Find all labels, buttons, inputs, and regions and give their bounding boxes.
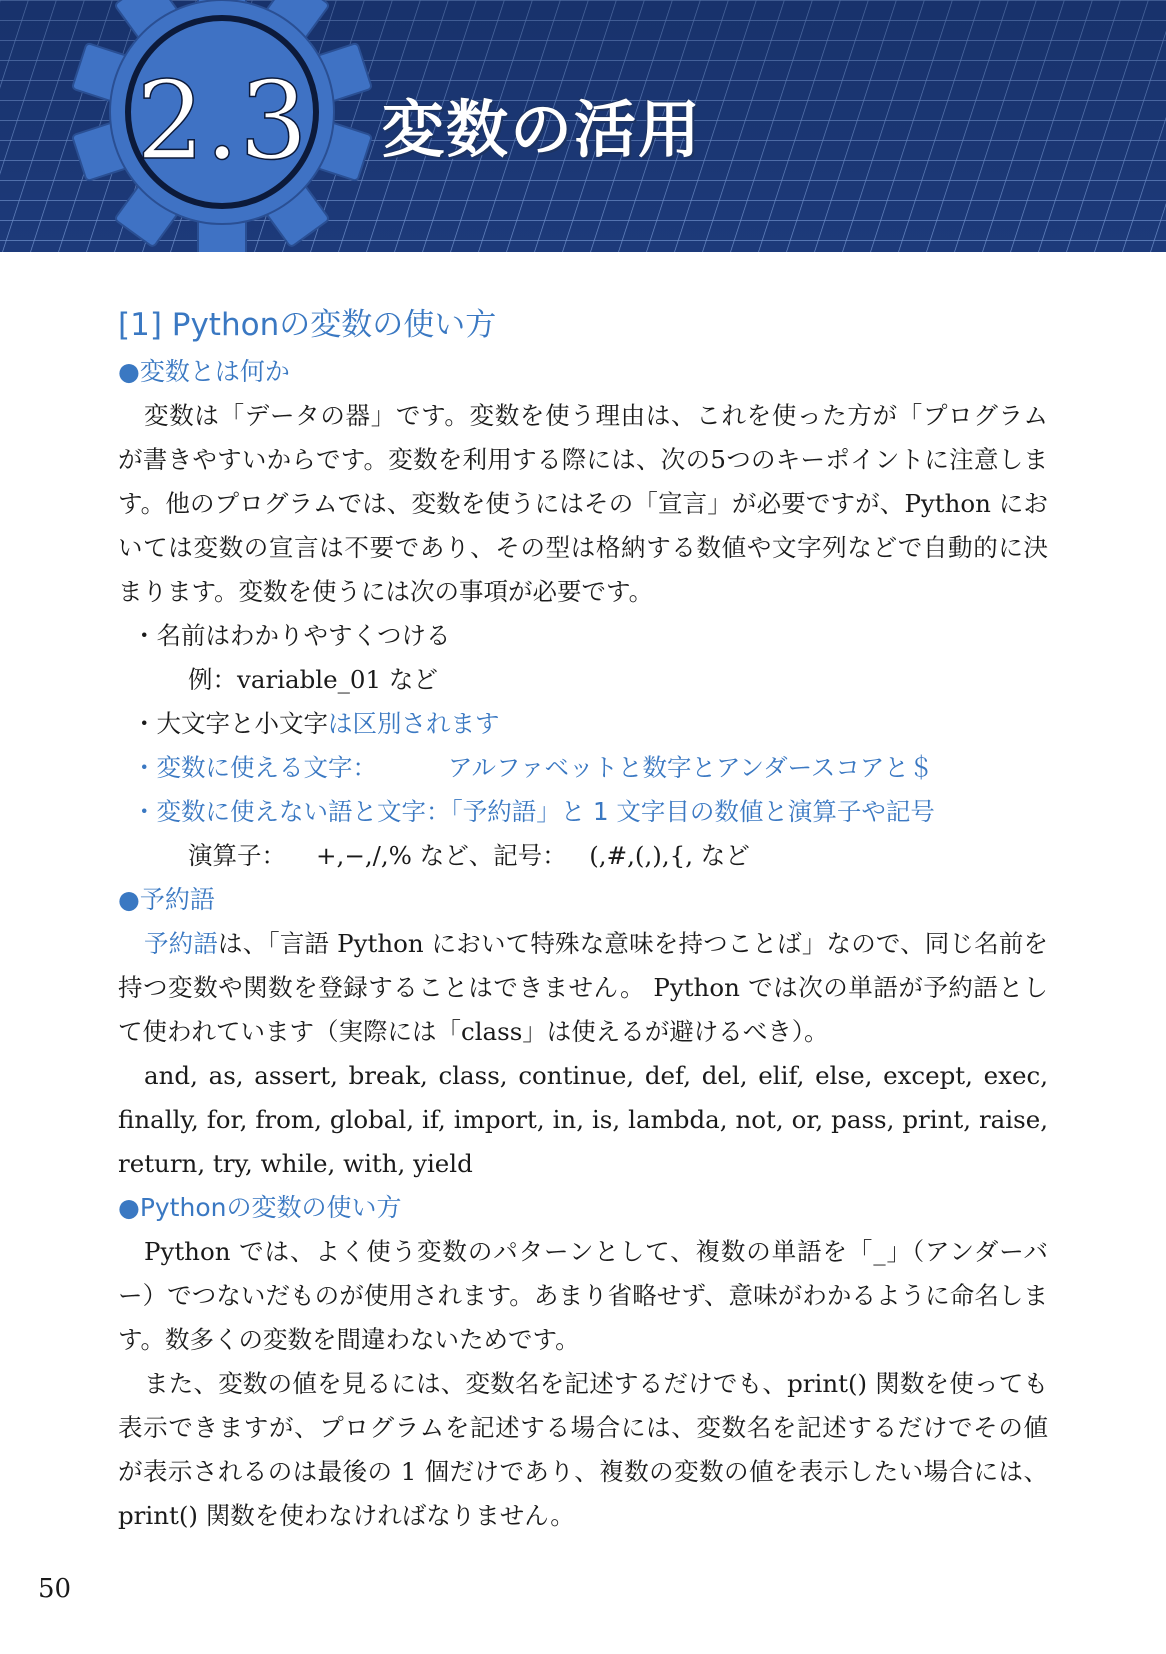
list-item-allowed-chars <box>118 746 1048 790</box>
symbols-value: (,#,(,),{, など <box>589 841 750 870</box>
page-number: 50 <box>38 1574 72 1604</box>
subheading-python-variables: ●Pythonの変数の使い方 <box>118 1193 402 1222</box>
paragraph-print-function: また、変数の値を見るには、変数名を記述するだけでも、print() 関数を使っても表示できますが、プログラムを記述する場合には、変数名を記述するだけでその値が表示されるのは最後の 1 個だけであり、複数の変数の値を表示したい場合には、print() 関数を使わなければなりません。 <box>118 1369 1048 1530</box>
list-item-naming: ・名前はわかりやすくつける <box>132 621 451 650</box>
reserved-word-term: 予約語 <box>144 929 219 958</box>
symbols-label: 記号： <box>493 841 567 870</box>
chapter-title: 変数の活用 <box>382 93 703 166</box>
case-prefix: ・大文字と小文字 <box>132 709 328 738</box>
subheading-what-is-variable: ●変数とは何か <box>118 357 290 386</box>
list-item-operators <box>118 834 1048 878</box>
section-heading: [1] Pythonの変数の使い方 <box>118 307 497 343</box>
paragraph-naming-pattern: Python では、よく使う変数のパターンとして、複数の単語を「_」（アンダーバー）でつないだものが使用されます。あまり省略せず、意味がわかるように命名します。数多くの変数を間違わないためです。 <box>118 1237 1048 1354</box>
page-content <box>118 300 1048 1538</box>
forbidden-value: 「予約語」と 1 文字目の数値と演算子や記号 <box>450 797 935 826</box>
list-item-forbidden <box>118 790 1048 834</box>
paragraph-variable-intro: 変数は「データの器」です。変数を使う理由は、これを使った方が「プログラムが書きやすいからです。変数を利用する際には、次の5つのキーポイントに注意します。他のプログラムでは、変数を使うにはその「宣言」が必要ですが、Python においては変数の宣言は不要であり、その型は格納する数値や文字列などで自動的に決まります。変数を使うには次の事項が必要です。 <box>118 401 1048 606</box>
reserved-word-description: は、「言語 Python において特殊な意味を持つことば」なので、同じ名前を持つ変数や関数を登録することはできません。 Python では次の単語が予約語として使われています（実際には「class」は使えるが避けるべき）。 <box>118 929 1049 1046</box>
allowed-chars-value: アルファベットと数字とアンダースコアと＄ <box>448 753 934 782</box>
chapter-header <box>0 0 1166 252</box>
keyword-list: and, as, assert, break, class, continue, def, del, elif, else, except, exec, finally, for, from, global, if, import, in, is, lambda, not, or, pass, print, raise, return, try, while, with, yield <box>118 1061 1048 1178</box>
paragraph-reserved-words <box>118 922 1048 1054</box>
subheading-reserved-words: ●予約語 <box>118 885 215 914</box>
list-item-naming-example: 例：variable_01 など <box>188 665 438 694</box>
operators-value: +,−,/,% など、 <box>316 841 494 870</box>
case-suffix: は区別されます <box>328 709 500 738</box>
allowed-chars-label: ・変数に使える文字： <box>132 753 377 782</box>
list-item-case <box>118 702 1048 746</box>
operators-label: 演算子： <box>188 841 286 870</box>
forbidden-label: ・変数に使えない語と文字： <box>132 797 451 826</box>
chapter-number: 2.3 <box>136 59 308 184</box>
